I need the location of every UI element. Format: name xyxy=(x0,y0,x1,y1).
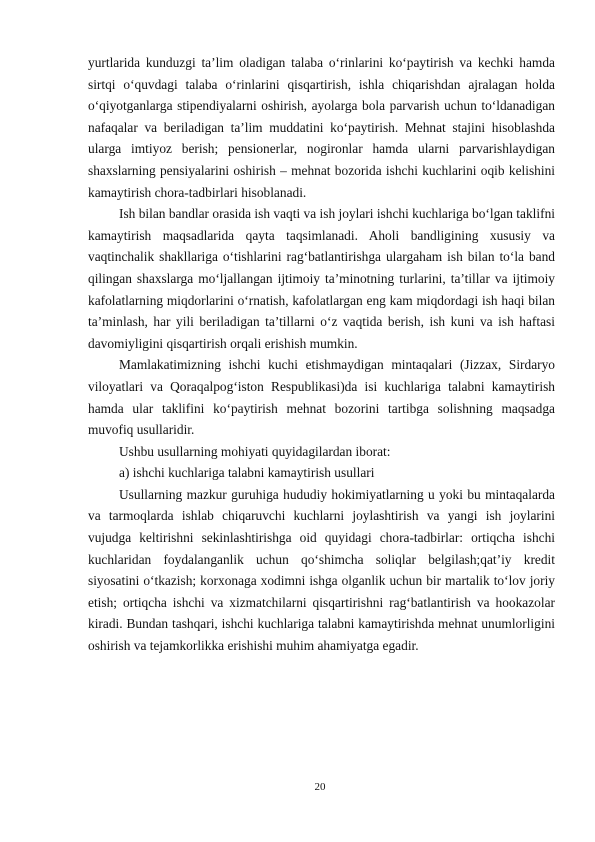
paragraph: Usullarning mazkur guruhiga hududiy hokimiyatlarning u yoki bu mintaqalarda va tarmoqlarda ishlab chiqaruvchi kuchlarni joylashtirish va yangi ish joylarini vujudga keltirishni sekinlashtirishga oid quyidagi chora-tadbirlar: ortiqcha ishchi kuchlaridan foydalanganlik uchun qo‘shimcha soliqlar belgilash;qat’iy kredit siyosatini o‘tkazish; korxonaga xodimni ishga olganlik uchun bir martalik to‘lov joriy etish; ortiqcha ishchi va xizmatchilarni qisqartirishni rag‘batlantirish va hookazolar kiradi. Bundan tashqari, ishchi kuchlariga talabni kamaytirishda mehnat unumlorligini oshirish va tejamkorlikka erishishi muhim ahamiyatga egadir. xyxy=(88,486,555,654)
paragraph: Ish bilan bandlar orasida ish vaqti va ish joylari ishchi kuchlariga bo‘lgan taklifni kamaytirish maqsadlarida qayta taqsimlanadi. Aholi bandligining xususiy va vaqtinchalik shakllariga o‘tishlarini rag‘batlantirishga ulargaham ish bilan to‘la band qilingan shaxslarga mo‘ljallangan ijtimoiy ta’minotning turlarini, ta’tillar va ijtimoiy kafolatlarning miqdorlarini o‘rnatish, kafolatlargan eng kam miqdordagi ish haqi bilan ta’minlash, har yili beriladigan ta’tillarni o‘z vaqtida berish, ish kuni va ish haftasi davomiyligini qisqartirish orqali erishish mumkin. xyxy=(88,206,555,351)
paragraph: a) ishchi kuchlariga talabni kamaytirish usullari xyxy=(119,465,375,481)
page-number: 20 xyxy=(314,781,326,793)
paragraph: yurtlarida kunduzgi ta’lim oladigan talaba o‘rinlarini ko‘paytirish va kechki hamda sirtqi o‘quvdagi talaba o‘rinlarini qisqartirish, ishla chiqarishdan ajralagan holda o‘qiyotganlarga stipendiyalarni oshirish, ayolarga bola parvarish uchun to‘ldanadigan nafaqalar va beriladigan ta’lim muddatini ko‘paytirish. Mehnat stajini hisoblashda ularga imtiyoz berish; pensionerlar, nogironlar hamda ularni parvarishlaydigan shaxslarning pensiyalarini oshirish – mehnat bozorida ishchi kuchlarini oqib kelishini kamaytirish chora-tadbirlari hisoblanadi. xyxy=(88,55,555,200)
document-body xyxy=(88,52,555,657)
paragraph: Ushbu usullarning mohiyati quyidagilardan iborat: xyxy=(119,443,391,459)
paragraph: Mamlakatimizning ishchi kuchi etishmaydigan mintaqalari (Jizzax, Sirdaryo viloyatlari va Qoraqalpog‘iston Respublikasi)da isi kuchlariga talabni kamaytirish hamda ular taklifini ko‘paytirish mehnat bozorini tartibga solishning maqsadga muvofiq usullaridir. xyxy=(88,357,555,438)
